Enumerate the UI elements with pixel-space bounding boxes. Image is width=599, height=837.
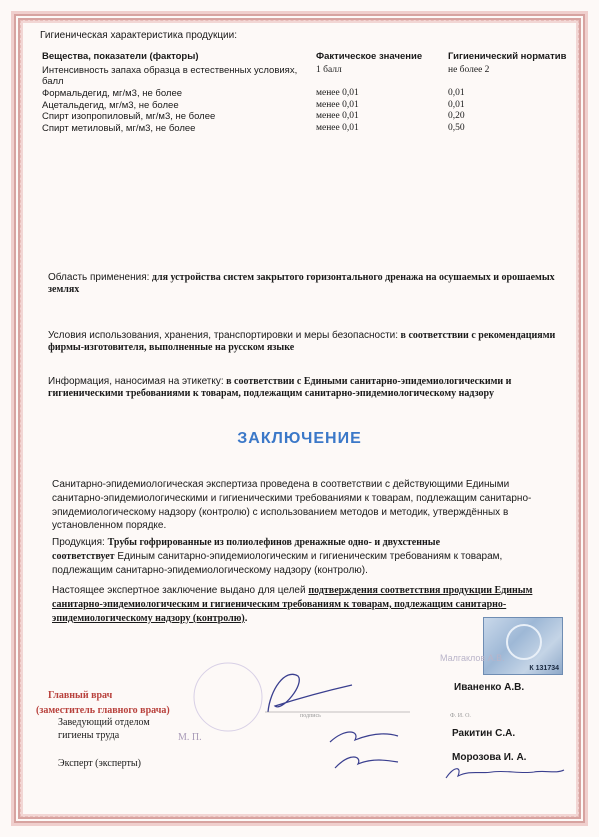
product-value: Трубы гофрированные из полиолефинов дренажные одно- и двухстенные — [107, 537, 441, 548]
seal-icon — [194, 663, 262, 731]
purpose-label: Настоящее экспертное заключение выдано для целей — [52, 585, 306, 596]
col-norm: Гигиенический норматив — [448, 51, 567, 63]
conclusion-title: ЗАКЛЮЧЕНИЕ — [237, 430, 362, 447]
application-value: для устройства систем закрытого горизонтального дренажа на осушаемых и орошаемых землях — [48, 272, 555, 295]
chief-title: Главный врач — [48, 690, 113, 701]
head-line1: Заведующий отделом — [58, 717, 150, 728]
application-label: Область применения: — [48, 272, 150, 283]
hygiene-caption: Гигиеническая характеристика продукции: — [40, 30, 238, 41]
mp-mark: М. П. — [178, 732, 202, 743]
expert-label: Эксперт (эксперты) — [58, 758, 141, 769]
product-label: Продукция: — [52, 537, 105, 548]
row-actual: 1 балл — [316, 64, 342, 75]
row-norm: 0,01 — [448, 87, 465, 98]
conditions-value: в соответствии с рекомендациями фирмы-изготовителя, выполненные на русском языке — [48, 330, 556, 353]
row-actual: менее 0,01 — [316, 87, 359, 98]
row-actual: менее 0,01 — [316, 111, 359, 122]
row-actual: менее 0,01 — [316, 99, 359, 110]
head-line2: гигиены труда — [58, 730, 120, 741]
chief-signature-icon — [268, 674, 352, 712]
row-name: Спирт изопропиловый, мг/м3, не более — [42, 111, 216, 123]
complies-value: Единым санитарно-эпидемиологическим и гигиеническим требованиям к товарам, подлежащим санитарно-эпидемиологическому надзору (контролю). — [52, 550, 503, 576]
row-actual: менее 0,01 — [316, 122, 359, 133]
complies-label: соответствует — [52, 550, 115, 562]
expert-signature-icon — [335, 757, 398, 768]
sign-caption: подпись — [300, 713, 321, 719]
conclusion-paragraph: Санитарно-эпидемиологическая экспертиза проведена в соответствии с действующими Едиными санитарно-эпидемиологическими и гигиеническими требованиями к товарам, подлежащим санитарно-эпидемиологическому надзору (контролю) с использованием методов и методик, утверждённых в установленном порядке. — [52, 479, 532, 532]
row-name: Формальдегид, мг/м3, не более — [42, 87, 183, 99]
col-actual: Фактическое значение — [316, 51, 423, 63]
faded-name: Малгаклов А.В. — [440, 653, 505, 663]
label-info-label: Информация, наносимая на этикетку: — [48, 376, 224, 387]
row-norm: 0,50 — [448, 122, 465, 133]
head-signature-icon — [330, 732, 398, 742]
expert-name: Морозова И. А. — [452, 752, 527, 763]
purpose-value: подтверждения соответствия продукции Единым санитарно-эпидемиологическим и гигиеническим требованиям к товарам, подлежащим санитарно-эпидемиологическому надзору (контролю) — [52, 585, 533, 624]
chief-name: Иваненко А.В. — [454, 682, 525, 693]
head-name: Ракитин С.А. — [452, 728, 516, 739]
row-norm: не более 2 — [448, 64, 490, 75]
row-name: Ацетальдегид, мг/м3, не более — [42, 99, 179, 111]
expert-handwritten-signature — [440, 764, 570, 784]
label-info-value: в соответствии с Едиными санитарно-эпидемиологическими и гигиеническими требованиями к товарам, подлежащим санитарно-эпидемиологическому надзору — [48, 376, 512, 399]
col-substance: Вещества, показатели (факторы) — [42, 51, 199, 63]
row-norm: 0,20 — [448, 111, 465, 122]
purpose-end: . — [244, 612, 248, 624]
chief-deputy: (заместитель главного врача) — [36, 705, 170, 716]
fio-caption: Ф. И. О. — [450, 713, 471, 719]
sticker-number: К 131734 — [529, 665, 559, 672]
conditions-label: Условия использования, хранения, транспортировки и меры безопасности: — [48, 330, 399, 341]
row-norm: 0,01 — [448, 99, 465, 110]
row-name: Спирт метиловый, мг/м3, не более — [42, 122, 196, 134]
row-name: Интенсивность запаха образца в естественных условиях, балл — [42, 64, 298, 88]
